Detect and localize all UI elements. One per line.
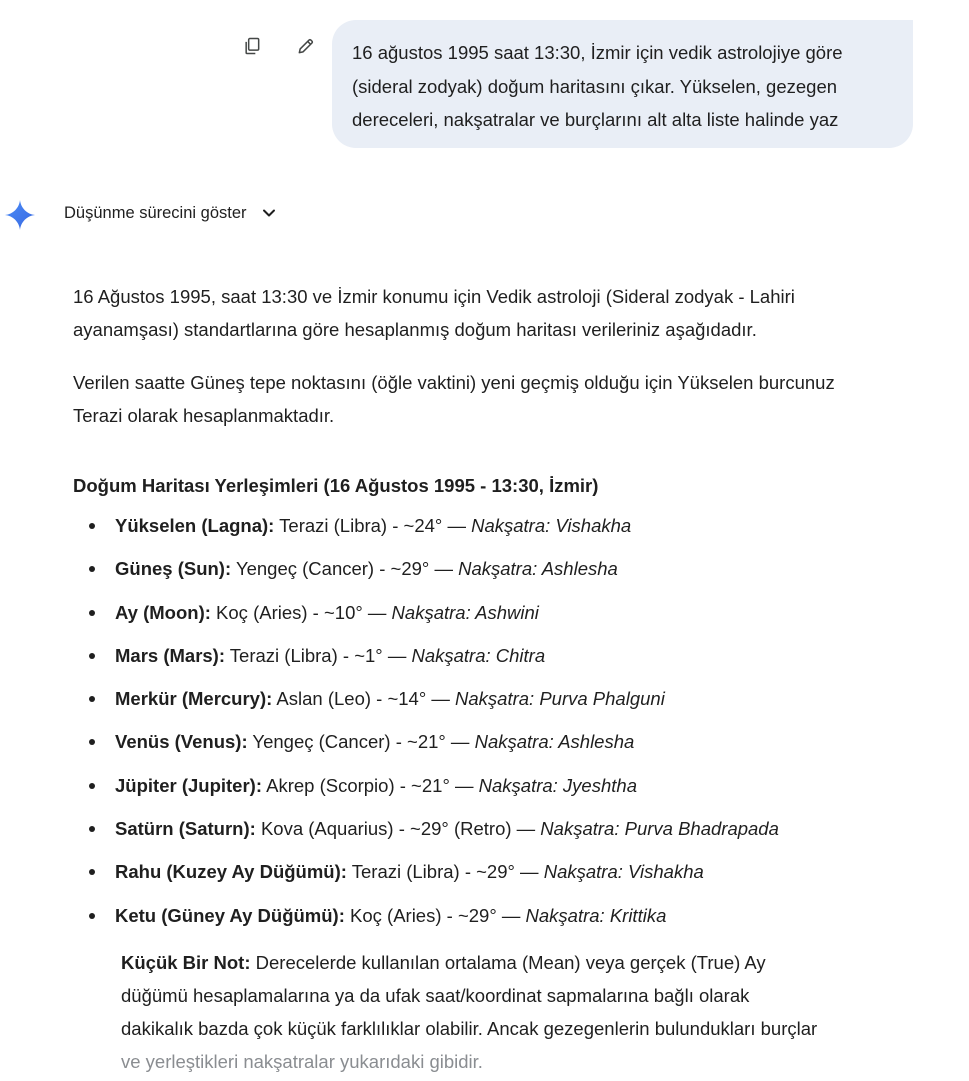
nakshatra-label: Nakşatra: Purva Bhadrapada (540, 818, 779, 840)
edit-prompt-button[interactable] (294, 34, 318, 58)
paragraph-line: Terazi olarak hesaplanmaktadır. (73, 405, 335, 426)
nakshatra-label: Nakşatra: Ashlesha (474, 731, 635, 753)
note-line: dakikalık bazda çok küçük farklılıklar olabilir. Ancak gezegenlerin bulundukları burçlar (121, 1018, 818, 1039)
prompt-line: 16 ağustos 1995 saat 13:30, İzmir için vedik astrolojiye göre (352, 42, 843, 63)
placement-detail: Akrep (Scorpio) - ~21° — (261, 774, 479, 796)
placement-detail: Yengeç (Cancer) - ~29° — (231, 558, 459, 580)
list-item (73, 901, 903, 944)
nakshatra-label: Nakşatra: Jyeshtha (478, 774, 637, 796)
prompt-actions (240, 34, 318, 58)
response-body (73, 280, 903, 944)
planet-name: Ketu (Güney Ay Düğümü): (115, 904, 345, 926)
note-line: ve yerleştikleri nakşatralar yukarıdaki gibidir. (121, 1051, 483, 1072)
note-title: Küçük Bir Not: (121, 952, 251, 973)
note-line: Derecelerde kullanılan ortalama (Mean) veya gerçek (True) Ay (250, 952, 766, 973)
placement-detail: Terazi (Libra) - ~24° — (274, 515, 472, 536)
placement-detail: Yengeç (Cancer) - ~21° — (247, 731, 475, 753)
user-prompt-bubble (332, 20, 913, 148)
note-paragraph (121, 946, 866, 1078)
show-thinking-toggle[interactable] (64, 203, 279, 223)
planet-name: Satürn (Saturn): (115, 818, 256, 840)
paragraph-line: Verilen saatte Güneş tepe noktasını (öğle vaktini) yeni geçmiş olduğu için Yükselen burcunuz (73, 372, 835, 393)
planet-name: Yükselen (Lagna): (115, 515, 275, 536)
intro-line: 16 Ağustos 1995, saat 13:30 ve İzmir konumu için Vedik astroloji (Sideral zodyak - Lahiri (73, 286, 795, 307)
planet-name: Jüpiter (Jupiter): (115, 774, 262, 796)
prompt-line: (sideral zodyak) doğum haritasını çıkar. Yükselen, gezegen (352, 75, 838, 97)
planet-name: Rahu (Kuzey Ay Düğümü): (115, 861, 347, 883)
copy-icon (242, 36, 262, 56)
nakshatra-label: Nakşatra: Purva Phalguni (455, 688, 665, 710)
planet-name: Venüs (Venus): (115, 731, 248, 753)
nakshatra-label: Nakşatra: Ashwini (391, 601, 539, 623)
planet-name: Merkür (Mercury): (115, 688, 273, 710)
list-item (73, 857, 903, 900)
list-item (73, 727, 903, 770)
gemini-spark-icon (4, 199, 36, 231)
intro-paragraph (73, 280, 903, 346)
placements-list (73, 511, 903, 944)
prompt-line: dereceleri, nakşatralar ve burçlarını alt alta liste halinde yaz (352, 109, 839, 130)
ascendant-paragraph (73, 366, 903, 432)
planet-name: Güneş (Sun): (115, 558, 232, 580)
list-item (73, 814, 903, 857)
chevron-down-icon (259, 203, 279, 223)
list-item (73, 598, 903, 641)
list-item (73, 554, 903, 597)
list-item (73, 771, 903, 814)
planet-name: Mars (Mars): (115, 644, 225, 666)
edit-icon (296, 36, 316, 56)
nakshatra-label: Nakşatra: Vishakha (543, 861, 704, 883)
nakshatra-label: Nakşatra: Vishakha (471, 515, 632, 536)
placements-heading: Doğum Haritası Yerleşimleri (16 Ağustos 1995 - 13:30, İzmir) (73, 475, 599, 496)
list-item (73, 511, 903, 554)
list-item (73, 641, 903, 684)
placement-detail: Koç (Aries) - ~29° — (344, 904, 526, 926)
nakshatra-label: Nakşatra: Chitra (411, 644, 546, 666)
placement-detail: Terazi (Libra) - ~29° — (346, 861, 544, 883)
list-item (73, 684, 903, 727)
copy-prompt-button[interactable] (240, 34, 264, 58)
nakshatra-label: Nakşatra: Ashlesha (458, 558, 618, 580)
placement-detail: Kova (Aquarius) - ~29° (Retro) — (255, 818, 541, 840)
note-line: düğümü hesaplamalarına ya da ufak saat/koordinat sapmalarına bağlı olarak (121, 985, 750, 1006)
placement-detail: Aslan (Leo) - ~14° — (272, 688, 456, 710)
placement-detail: Terazi (Libra) - ~1° — (225, 644, 412, 666)
planet-name: Ay (Moon): (115, 601, 211, 623)
nakshatra-label: Nakşatra: Krittika (525, 904, 667, 926)
placement-detail: Koç (Aries) - ~10° — (210, 601, 392, 623)
show-thinking-label: Düşünme sürecini göster (64, 203, 247, 222)
intro-line: ayanamşası) standartlarına göre hesaplanmış doğum haritası verileriniz aşağıdadır. (73, 319, 757, 340)
